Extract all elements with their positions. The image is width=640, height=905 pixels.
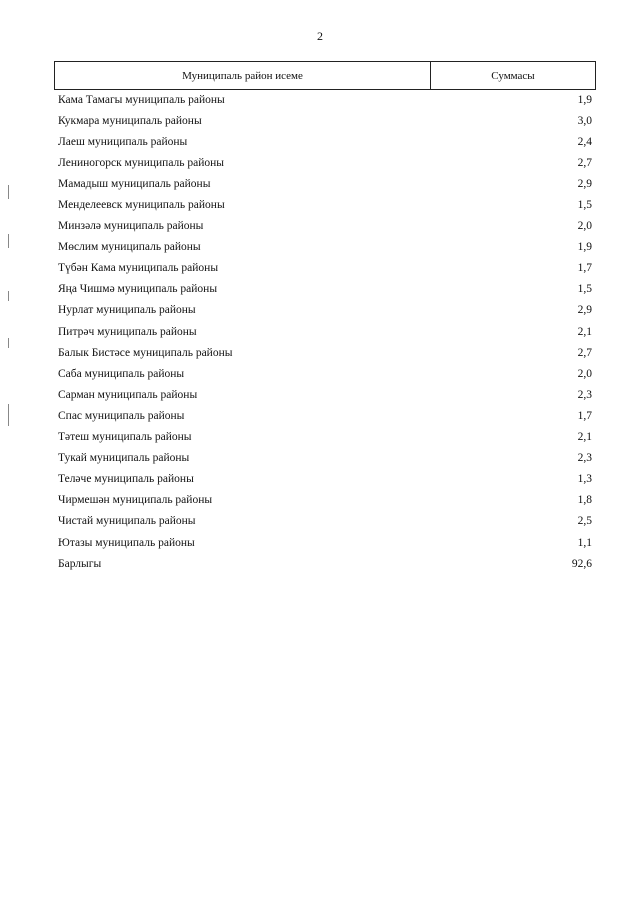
district-sum: 2,7	[577, 346, 592, 359]
table-row	[58, 216, 592, 237]
district-name: Нурлат муниципаль районы	[58, 304, 196, 317]
total-label: Барлыгы	[58, 557, 102, 570]
table-row	[58, 405, 592, 426]
district-name: Теләче муниципаль районы	[58, 473, 194, 486]
district-sum: 1,1	[577, 536, 592, 549]
margin-mark	[8, 185, 9, 199]
district-sum: 2,3	[577, 452, 592, 465]
table-row	[58, 427, 592, 448]
district-sum: 2,5	[577, 515, 592, 528]
table-row	[58, 237, 592, 258]
district-name: Ютазы муниципаль районы	[58, 536, 195, 549]
district-name: Тәтеш муниципаль районы	[58, 431, 192, 444]
district-name: Яңа Чишмә муниципаль районы	[58, 283, 218, 296]
table-row	[58, 131, 592, 152]
table-row	[58, 490, 592, 511]
district-sum: 1,7	[577, 409, 592, 422]
district-name: Чирмешән муниципаль районы	[58, 494, 213, 507]
district-sum: 2,4	[577, 135, 592, 148]
table-row	[58, 511, 592, 532]
page-number: 2	[317, 29, 323, 43]
district-name: Минзәлә муниципаль районы	[58, 220, 204, 233]
table-row	[58, 173, 592, 194]
table-row	[58, 89, 592, 110]
table-row	[58, 532, 592, 553]
district-name: Түбән Кама муниципаль районы	[58, 262, 219, 275]
table-row	[58, 152, 592, 173]
district-sum: 3,0	[577, 114, 592, 127]
column-header-sum: Суммасы	[491, 69, 535, 82]
district-sum: 2,9	[577, 304, 592, 317]
district-sum: 1,8	[577, 494, 592, 507]
table-row	[58, 448, 592, 469]
district-sum: 1,5	[577, 199, 592, 212]
total-row	[58, 553, 592, 574]
district-name: Чистай муниципаль районы	[58, 515, 196, 528]
district-sum: 2,3	[577, 388, 592, 401]
district-sum: 2,7	[577, 156, 592, 169]
margin-mark	[8, 404, 9, 426]
table-row	[58, 384, 592, 405]
margin-mark	[8, 291, 9, 301]
district-name: Лениногорск муниципаль районы	[58, 156, 225, 169]
district-sum: 2,0	[577, 220, 592, 233]
table-row	[58, 300, 592, 321]
district-name: Менделеевск муниципаль районы	[58, 199, 225, 212]
table-row	[58, 110, 592, 131]
table-row	[58, 258, 592, 279]
district-name: Мамадыш муниципаль районы	[58, 177, 211, 190]
district-name: Спас муниципаль районы	[58, 409, 185, 422]
district-name: Балык Бистәсе муниципаль районы	[58, 346, 233, 359]
district-sum: 1,3	[577, 473, 592, 486]
district-name: Саба муниципаль районы	[58, 367, 185, 380]
column-header-district-name: Муниципаль район исеме	[55, 62, 431, 89]
total-sum: 92,6	[571, 557, 592, 570]
district-name: Кукмара муниципаль районы	[58, 114, 202, 127]
district-sum: 1,5	[577, 283, 592, 296]
district-sum: 1,9	[577, 93, 592, 106]
district-name: Сарман муниципаль районы	[58, 388, 198, 401]
district-name: Кама Тамагы муниципаль районы	[58, 93, 225, 106]
district-sum: 2,1	[577, 325, 592, 338]
table-header	[54, 61, 596, 90]
table-body	[58, 89, 592, 574]
table-row	[58, 279, 592, 300]
table-row	[58, 342, 592, 363]
district-name: Мөслим муниципаль районы	[58, 241, 201, 254]
table-row	[58, 469, 592, 490]
district-name: Питрәч муниципаль районы	[58, 325, 197, 338]
district-sum: 2,9	[577, 177, 592, 190]
district-name: Лаеш муниципаль районы	[58, 135, 188, 148]
table-row	[58, 194, 592, 215]
district-sum: 1,7	[577, 262, 592, 275]
table-row	[58, 363, 592, 384]
district-sum: 2,0	[577, 367, 592, 380]
district-name: Тукай муниципаль районы	[58, 452, 190, 465]
table-row	[58, 321, 592, 342]
margin-mark	[8, 234, 9, 248]
district-sum: 2,1	[577, 431, 592, 444]
district-sum: 1,9	[577, 241, 592, 254]
margin-mark	[8, 338, 9, 348]
